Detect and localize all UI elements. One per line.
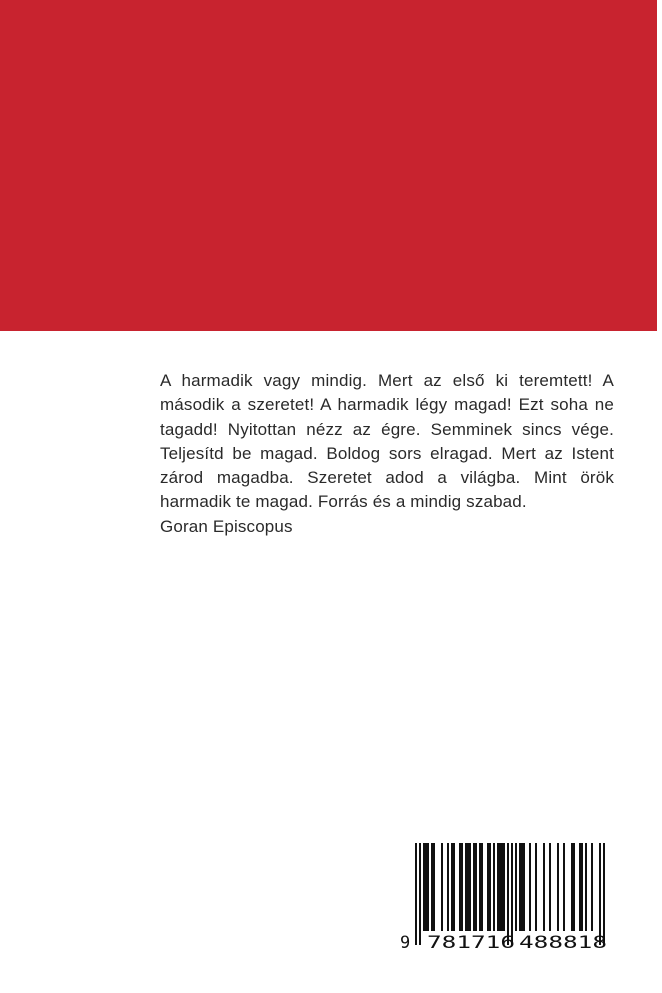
barcode-bar <box>573 843 575 931</box>
barcode-guard-bar <box>599 843 601 945</box>
barcode-bar <box>451 843 453 931</box>
barcode-bar <box>503 843 505 931</box>
barcode-bar <box>529 843 531 931</box>
barcode-bar <box>479 843 481 931</box>
barcode-digits-right-group: 488818 <box>519 933 607 953</box>
barcode-bar <box>499 843 501 931</box>
author-name: Goran Episcopus <box>160 516 293 536</box>
barcode-bar <box>501 843 503 931</box>
barcode-guard-bar <box>511 843 513 945</box>
barcode-bar <box>579 843 581 931</box>
barcode-bar <box>493 843 495 931</box>
barcode-bar <box>519 843 521 931</box>
barcode-guard-bar <box>419 843 421 945</box>
isbn-barcode <box>397 839 621 955</box>
barcode-bar <box>557 843 559 931</box>
barcode-bar <box>469 843 471 931</box>
barcode-bar <box>465 843 467 931</box>
barcode-bar <box>549 843 551 931</box>
barcode-bar <box>535 843 537 931</box>
barcode-bar <box>433 843 435 931</box>
barcode-bar <box>543 843 545 931</box>
barcode-bar <box>523 843 525 931</box>
barcode-bar <box>441 843 443 931</box>
barcode-bar <box>571 843 573 931</box>
barcode-bar <box>591 843 593 931</box>
barcode-bar <box>423 843 425 931</box>
barcode-bar <box>473 843 475 931</box>
barcode-bar <box>515 843 517 931</box>
barcode-bar <box>461 843 463 931</box>
barcode-bar <box>431 843 433 931</box>
barcode-bar <box>425 843 427 931</box>
barcode-guard-bar <box>507 843 509 945</box>
barcode-bar <box>481 843 483 931</box>
barcode-bar <box>489 843 491 931</box>
red-color-band <box>0 0 657 331</box>
barcode-bar <box>447 843 449 931</box>
barcode-bar <box>581 843 583 931</box>
barcode-bar <box>427 843 429 931</box>
barcode-bar <box>563 843 565 931</box>
barcode-bar <box>467 843 469 931</box>
barcode-bar <box>453 843 455 931</box>
barcode-bar <box>487 843 489 931</box>
barcode-bar <box>585 843 587 931</box>
barcode-bar <box>459 843 461 931</box>
barcode-digit-first: 9 <box>400 933 411 953</box>
barcode-digits-left-group: 781716 <box>427 933 515 953</box>
barcode-bar <box>497 843 499 931</box>
barcode-guard-bar <box>415 843 417 945</box>
barcode-bar <box>475 843 477 931</box>
barcode-graphic <box>397 839 621 955</box>
barcode-bar <box>521 843 523 931</box>
barcode-guard-bar <box>603 843 605 945</box>
blurb-text: A harmadik vagy mindig. Mert az első ki teremtett! A második a szeretet! A harmadik légy magad! Ezt soha ne tagadd! Nyitottan nézz az égre. Semminek sincs vége. Teljesítd be magad. Boldog sors elragad. Mert az Istent zárod magadba. Szeretet adod a világba. Mint örök harmadik te magad. Forrás és a mindig szabad. <box>160 371 614 512</box>
blurb-paragraph <box>160 369 614 539</box>
